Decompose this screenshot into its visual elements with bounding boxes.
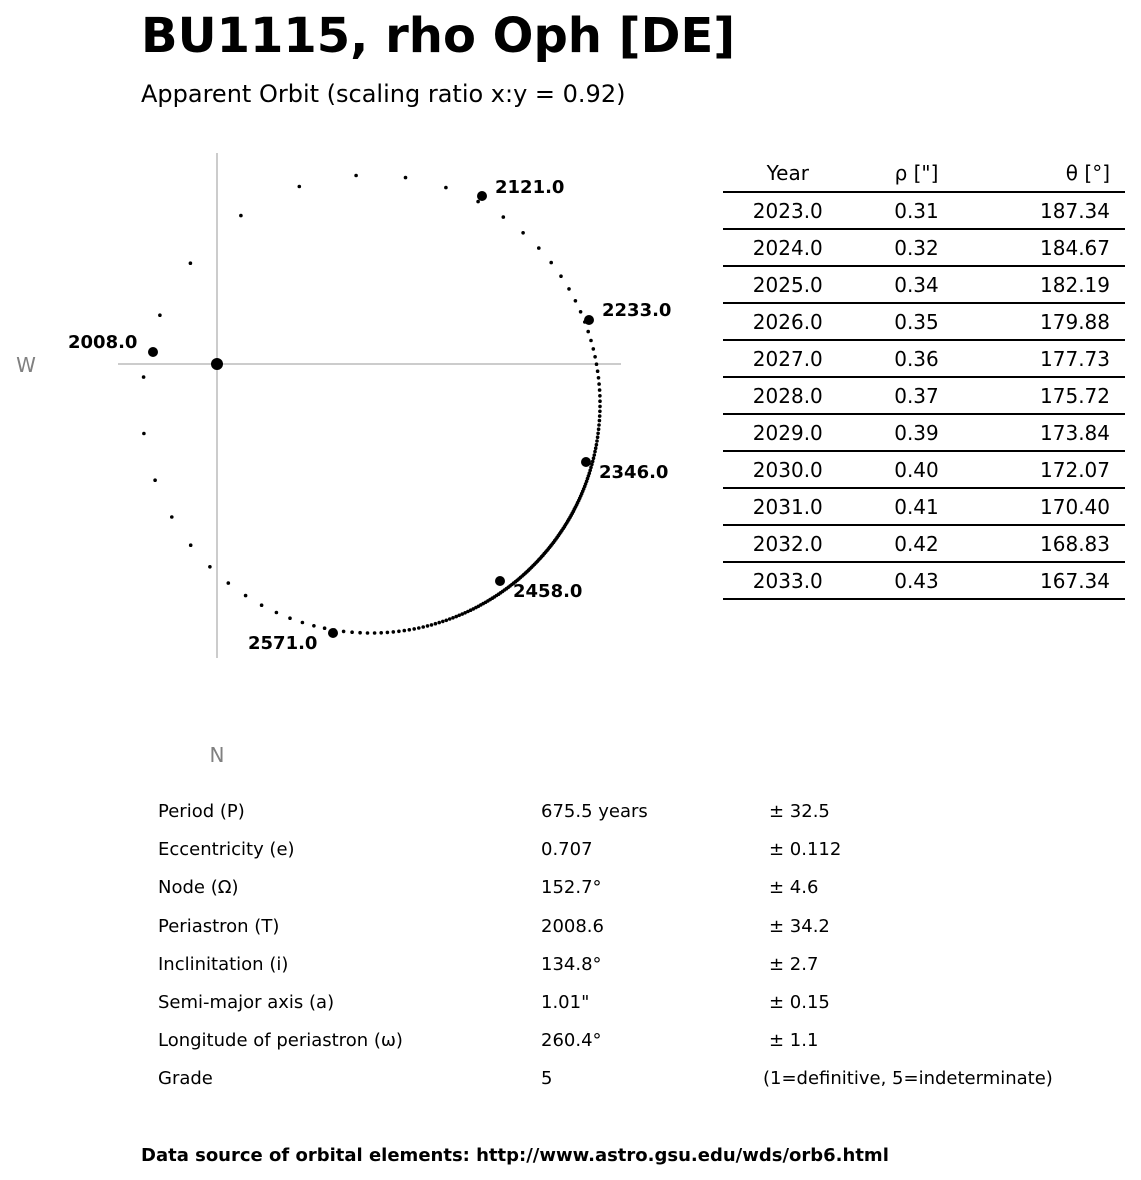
cell-rho: 0.32 (853, 229, 981, 266)
element-row (158, 986, 1108, 1024)
cell-year: 2031.0 (723, 488, 853, 525)
orbital-elements (158, 795, 1108, 1101)
orbit-point (597, 427, 601, 431)
cell-rho: 0.43 (853, 562, 981, 599)
orbit-point (437, 621, 441, 625)
orbit-point (421, 625, 425, 629)
cell-theta: 167.34 (980, 562, 1125, 599)
orbit-point (595, 439, 599, 443)
element-row (158, 871, 1108, 909)
element-name: Inclinitation (i) (158, 953, 289, 975)
orbit-point (444, 186, 448, 190)
cell-year: 2023.0 (723, 192, 853, 229)
orbit-point (426, 624, 430, 628)
cell-rho: 0.37 (853, 377, 981, 414)
orbit-plot (0, 140, 700, 780)
table-row (723, 414, 1125, 451)
orbit-point (239, 214, 243, 218)
page-title: BU1115, rho Oph [DE] (141, 8, 736, 64)
orbit-point (598, 410, 602, 414)
cell-rho: 0.42 (853, 525, 981, 562)
orbit-point (593, 355, 597, 359)
epoch-marker (581, 457, 591, 467)
element-error: ± 2.7 (769, 953, 819, 975)
orbit-point (298, 185, 302, 189)
orbit-point (397, 630, 401, 634)
epoch-marker (584, 315, 594, 325)
cell-rho: 0.34 (853, 266, 981, 303)
element-error: ± 4.6 (769, 877, 819, 899)
orbit-point (596, 432, 600, 436)
primary-star (211, 358, 223, 370)
table-row (723, 303, 1125, 340)
table-row (723, 562, 1125, 599)
orbit-point (597, 376, 601, 380)
cell-year: 2028.0 (723, 377, 853, 414)
orbit-point (412, 627, 416, 631)
table-row (723, 488, 1125, 525)
orbit-point (142, 375, 146, 379)
orbit-point (596, 369, 600, 373)
epoch-label: 2233.0 (602, 300, 672, 321)
element-row (158, 910, 1108, 948)
west-label: W (16, 353, 36, 377)
orbit-point (445, 619, 449, 623)
element-value: 675.5 years (541, 801, 648, 822)
element-row (158, 1062, 1108, 1100)
cell-theta: 172.07 (980, 451, 1125, 488)
table-row (723, 192, 1125, 229)
orbit-point (244, 594, 248, 598)
element-name: Node (Ω) (158, 877, 239, 899)
cell-rho: 0.41 (853, 488, 981, 525)
cell-year: 2027.0 (723, 340, 853, 377)
element-value: 1.01" (541, 991, 590, 1013)
epoch-marker (328, 628, 338, 638)
element-error: ± 34.2 (769, 915, 830, 937)
element-row (158, 1024, 1108, 1062)
orbit-point (598, 399, 602, 403)
orbit-point (454, 615, 458, 619)
epoch-marker (495, 576, 505, 586)
orbit-point (502, 215, 506, 219)
element-error: ± 1.1 (769, 1030, 819, 1052)
element-row (158, 795, 1108, 833)
orbit-point (596, 435, 600, 439)
orbit-point (350, 630, 354, 634)
orbit-point (434, 622, 438, 626)
orbit-point (275, 611, 279, 615)
orbit-point (476, 200, 480, 204)
element-name: Semi-major axis (a) (158, 991, 335, 1013)
cell-theta: 170.40 (980, 488, 1125, 525)
orbit-point (598, 419, 602, 423)
orbit-point (537, 246, 541, 250)
orbit-point (358, 631, 362, 635)
cell-year: 2033.0 (723, 562, 853, 599)
table-row (723, 229, 1125, 266)
epoch-marks (68, 177, 671, 654)
data-source-note: Data source of orbital elements: http://www.astro.gsu.edu/wds/orb6.html (141, 1145, 889, 1166)
cell-theta: 184.67 (980, 229, 1125, 266)
orbit-point (153, 478, 157, 482)
orbit-point (366, 631, 370, 635)
element-error: ± 0.112 (769, 839, 842, 861)
element-name: Grade (158, 1068, 213, 1090)
cell-rho: 0.31 (853, 192, 981, 229)
chart-subtitle: Apparent Orbit (scaling ratio x:y = 0.92) (141, 80, 626, 108)
table-row (723, 266, 1125, 303)
orbit-point (598, 394, 602, 398)
element-value: 0.707 (541, 839, 593, 861)
orbit-point (142, 432, 146, 436)
epoch-label: 2121.0 (495, 177, 565, 198)
orbit-point (392, 630, 396, 634)
element-value: 5 (541, 1068, 553, 1090)
orbit-point (208, 565, 212, 569)
element-value: 134.8° (541, 953, 602, 975)
orbit-point (598, 414, 602, 418)
element-error: (1=definitive, 5=indeterminate) (763, 1068, 1053, 1090)
cell-theta: 179.88 (980, 303, 1125, 340)
table-body (723, 192, 1125, 599)
orbit-dots (142, 174, 602, 635)
table-row (723, 340, 1125, 377)
cell-rho: 0.39 (853, 414, 981, 451)
orbit-point (593, 453, 597, 457)
cell-theta: 173.84 (980, 414, 1125, 451)
epoch-marker (148, 347, 158, 357)
cell-theta: 175.72 (980, 377, 1125, 414)
col-header-theta: θ [°] (980, 155, 1125, 192)
cell-year: 2025.0 (723, 266, 853, 303)
orbit-point (574, 299, 578, 303)
orbit-point (379, 631, 383, 635)
cell-theta: 177.73 (980, 340, 1125, 377)
element-name: Eccentricity (e) (158, 839, 295, 861)
orbit-point (227, 581, 231, 585)
orbit-point (559, 274, 563, 278)
orbit-point (189, 543, 193, 547)
element-row (158, 833, 1108, 871)
orbit-point (595, 443, 599, 447)
cell-theta: 187.34 (980, 192, 1125, 229)
cell-year: 2026.0 (723, 303, 853, 340)
orbit-point (373, 631, 377, 635)
element-name: Longitude of periastron (ω) (158, 1030, 403, 1052)
cell-rho: 0.36 (853, 340, 981, 377)
orbit-point (592, 456, 596, 460)
orbit-point (403, 629, 407, 633)
orbit-point (579, 310, 583, 314)
element-value: 2008.6 (541, 915, 604, 937)
orbit-point (593, 450, 597, 454)
cell-theta: 182.19 (980, 266, 1125, 303)
cell-rho: 0.35 (853, 303, 981, 340)
epoch-label: 2008.0 (68, 332, 138, 353)
element-name: Period (P) (158, 801, 245, 822)
cell-year: 2030.0 (723, 451, 853, 488)
orbit-point (521, 231, 525, 235)
orbit-point (189, 261, 193, 265)
epoch-marker (477, 191, 487, 201)
orbit-point (301, 621, 305, 625)
cell-year: 2029.0 (723, 414, 853, 451)
col-header-year: Year (723, 155, 853, 192)
table-row (723, 451, 1125, 488)
epoch-label: 2571.0 (248, 633, 318, 654)
orbit-point (451, 616, 455, 620)
element-name: Periastron (T) (158, 915, 280, 937)
cell-year: 2024.0 (723, 229, 853, 266)
cell-theta: 168.83 (980, 525, 1125, 562)
cell-rho: 0.40 (853, 451, 981, 488)
orbit-point (386, 631, 390, 635)
orbit-point (354, 174, 358, 178)
col-header-rho: ρ ["] (853, 155, 981, 192)
table-row (723, 377, 1125, 414)
orbit-point (323, 626, 327, 630)
orbit-point (595, 362, 599, 366)
orbit-point (586, 330, 590, 334)
cell-year: 2032.0 (723, 525, 853, 562)
orbit-point (417, 626, 421, 630)
orbit-point (312, 624, 316, 628)
orbit-point (430, 623, 434, 627)
element-row (158, 948, 1108, 986)
element-error: ± 0.15 (769, 991, 830, 1013)
table-row (723, 525, 1125, 562)
orbit-point (441, 620, 445, 624)
epoch-label: 2346.0 (599, 462, 669, 483)
orbit-point (448, 617, 452, 621)
orbit-point (342, 630, 346, 634)
orbit-point (594, 446, 598, 450)
orbit-point (158, 313, 162, 317)
epoch-label: 2458.0 (513, 581, 583, 602)
orbit-point (567, 287, 571, 291)
orbit-point (598, 405, 602, 409)
element-value: 152.7° (541, 877, 602, 899)
element-value: 260.4° (541, 1030, 602, 1052)
orbit-point (170, 515, 174, 519)
element-error: ± 32.5 (769, 801, 830, 822)
orbit-point (404, 176, 408, 180)
table-header-row (723, 155, 1125, 192)
orbit-point (288, 616, 292, 620)
orbit-point (597, 423, 601, 427)
orbit-point (598, 388, 602, 392)
ephemeris-table (723, 155, 1125, 600)
north-label: N (209, 743, 225, 767)
orbit-point (549, 261, 553, 265)
orbit-point (597, 382, 601, 386)
orbit-point (592, 347, 596, 351)
orbit-point (408, 628, 412, 632)
orbit-point (260, 603, 264, 607)
orbit-point (589, 339, 593, 343)
